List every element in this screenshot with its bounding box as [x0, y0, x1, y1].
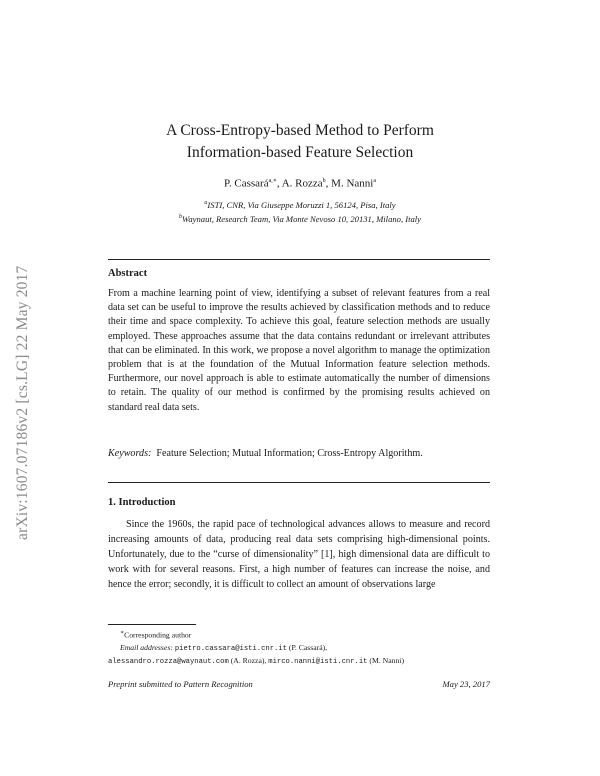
author-affil-mark: a — [373, 178, 377, 184]
abstract-bottom-rule — [108, 482, 490, 483]
author-list: P. Cassará$^{a,∗}$, A. Rozza$^b$, M. Nanni$^a$ — [223, 177, 377, 190]
introduction-text: Since the 1960s, the rapid pace of technological advances allows to measure and record increasing amounts of data, producing real data sets comprising high-dimensional points. Unfortunately, due to the “curse of dimensionality” [1], high dimensional data are difficult to work with for several reasons. First, a high number of features can increase the noise, and hence the error; secondly, it is difficult to collect an amount of observations large — [108, 519, 490, 591]
footnote-rule — [108, 624, 196, 625]
title-line-2: Information-based Feature Selection — [186, 144, 414, 161]
abstract-text: From a machine learning point of view, identifying a subset of relevant features from a real data set can be useful to improve the results achieved by classification methods and to reduce their time and space complexity. To achieve this goal, feature selection methods are usually employed. These approaches assume that the data contains redundant or irrelevant attributes that can be eliminated. In this work, we propose a novel algorithm to manage the optimization problem that is at the foundation of the Mutual Information feature selection methods. Furthermore, our novel approach is able to estimate automatically the number of dimensions to retain. The quality of our method is confirmed by the promising results achieved on standard real data sets. — [108, 288, 490, 413]
author-name: A. Rozza — [281, 177, 323, 190]
abstract-heading: Abstract — [108, 268, 148, 279]
affiliation-a: $^a$ISTI, CNR, Via Giuseppe Moruzzi 1, 56124, Pisa, Italy — [204, 199, 396, 210]
title-line-1: A Cross-Entropy-based Method to Perform — [166, 122, 434, 139]
email-link[interactable]: alessandro.rozza@waynaut.com — [108, 658, 229, 667]
footnotes — [108, 627, 498, 668]
author-name: M. Nanni — [331, 177, 374, 190]
paper-title — [100, 120, 500, 164]
author-affil-mark: a,∗ — [268, 178, 277, 184]
footer-date: May 23, 2017 — [442, 679, 490, 689]
keywords-label: Keywords: — [108, 448, 152, 459]
footnote-emails-line1: Email addresses: pietro.cassara@isti.cnr.it (P. Cassará), — [120, 642, 328, 653]
affiliations — [100, 197, 500, 226]
footnote-emails-line2: alessandro.rozza@waynaut.com (A. Rozza), mirco.nanni@isti.cnr.it (M. Nanni) — [108, 656, 405, 667]
footer-submission: Preprint submitted to Pattern Recognition — [108, 679, 253, 689]
footnote-corresponding: ∗Corresponding author — [120, 630, 192, 640]
keywords-text: Feature Selection; Mutual Information; Cross-Entropy Algorithm. — [156, 448, 423, 459]
email-link[interactable]: mirco.nanni@isti.cnr.it — [268, 658, 368, 667]
author-affil-mark: b — [322, 178, 326, 184]
section-heading-introduction: 1. Introduction — [108, 497, 176, 508]
abstract-top-rule — [108, 259, 490, 260]
affiliation-b: $^b$Waynaut, Research Team, Via Monte Nevoso 10, 20131, Milano, Italy — [179, 214, 421, 225]
author-name: P. Cassará — [223, 177, 269, 190]
arxiv-identifier: arXiv:1607.07186v2 [cs.LG] 22 May 2017 — [14, 265, 31, 540]
email-link[interactable]: pietro.cassara@isti.cnr.it — [174, 644, 287, 653]
keywords — [108, 447, 490, 461]
